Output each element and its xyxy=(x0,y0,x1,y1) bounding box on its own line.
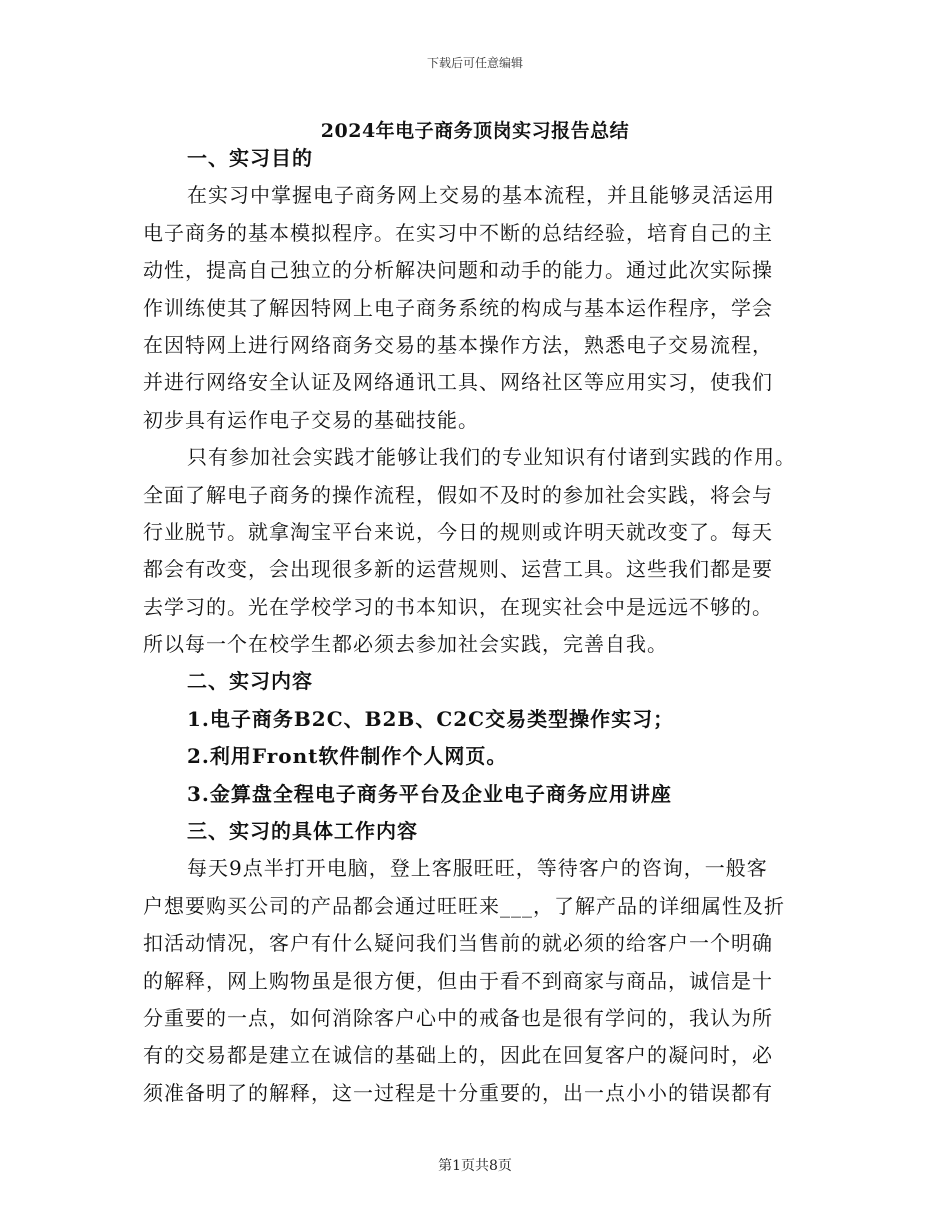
section-heading-line: 一、实习目的 xyxy=(187,146,313,170)
paragraph-line: 的解释，网上购物虽是很方便，但由于看不到商家与商品，诚信是十 xyxy=(143,968,773,993)
paragraph-line: 作训练使其了解因特网上电子商务系统的构成与基本运作程序，学会 xyxy=(143,295,773,320)
section-heading-line: 三、实习的具体工作内容 xyxy=(187,819,418,844)
section-heading-line: 二、实习内容 xyxy=(187,669,313,694)
paragraph-line: 并进行网络安全认证及网络通讯工具、网络社区等应用实习，使我们 xyxy=(143,370,773,395)
paragraph-line: 每天9点半打开电脑，登上客服旺旺，等待客户的咨询，一般客 xyxy=(187,856,768,881)
paragraph-line: 行业脱节。就拿淘宝平台来说，今日的规则或许明天就改变了。每天 xyxy=(143,519,773,544)
paragraph-line: 只有参加社会实践才能够让我们的专业知识有付诸到实践的作用。 xyxy=(187,445,796,470)
document-body xyxy=(143,140,807,1112)
section-heading-line: 3.金算盘全程电子商务平台及企业电子商务应用讲座 xyxy=(187,781,672,806)
page-header-note: 下载后可任意编辑 xyxy=(426,56,523,70)
paragraph-line: 全面了解电子商务的操作流程，假如不及时的参加社会实践，将会与 xyxy=(143,482,773,507)
paragraph-line: 所以每一个在校学生都必须去参加社会实践，完善自我。 xyxy=(143,632,668,657)
paragraph-line: 都会有改变，会出现很多新的运营规则、运营工具。这些我们都是要 xyxy=(143,557,773,582)
paragraph-line: 动性，提高自己独立的分析解决问题和动手的能力。通过此次实际操 xyxy=(143,258,773,283)
document-title: 2024年电子商务顶岗实习报告总结 xyxy=(320,120,630,142)
paragraph-line: 去学习的。光在学校学习的书本知识，在现实社会中是远远不够的。 xyxy=(143,594,773,619)
paragraph-line: 扣活动情况，客户有什么疑问我们当售前的就必须的给客户一个明确 xyxy=(143,931,773,956)
section-heading-line: 1.电子商务B2C、B2B、C2C交易类型操作实习； xyxy=(187,706,675,731)
paragraph-line: 分重要的一点，如何消除客户心中的戒备也是很有学问的，我认为所 xyxy=(143,1005,773,1030)
paragraph-line: 在实习中掌握电子商务网上交易的基本流程，并且能够灵活运用 xyxy=(187,183,775,208)
paragraph-line: 电子商务的基本模拟程序。在实习中不断的总结经验，培育自己的主 xyxy=(143,220,773,245)
paragraph-line: 有的交易都是建立在诚信的基础上的，因此在回复客户的凝问时，必 xyxy=(143,1043,773,1068)
paragraph-line: 在因特网上进行网络商务交易的基本操作方法，熟悉电子交易流程， xyxy=(143,332,773,357)
paragraph-line: 须准备明了的解释，这一过程是十分重要的，出一点小小的错误都有 xyxy=(143,1080,773,1105)
paragraph-line: 初步具有运作电子交易的基础技能。 xyxy=(143,407,479,432)
section-heading-line: 2.利用Front软件制作个人网页。 xyxy=(187,744,508,769)
page-number-footer: 第1页共8页 xyxy=(438,1158,512,1174)
paragraph-line: 户想要购买公司的产品都会通过旺旺来___，了解产品的详细属性及折 xyxy=(143,893,785,918)
